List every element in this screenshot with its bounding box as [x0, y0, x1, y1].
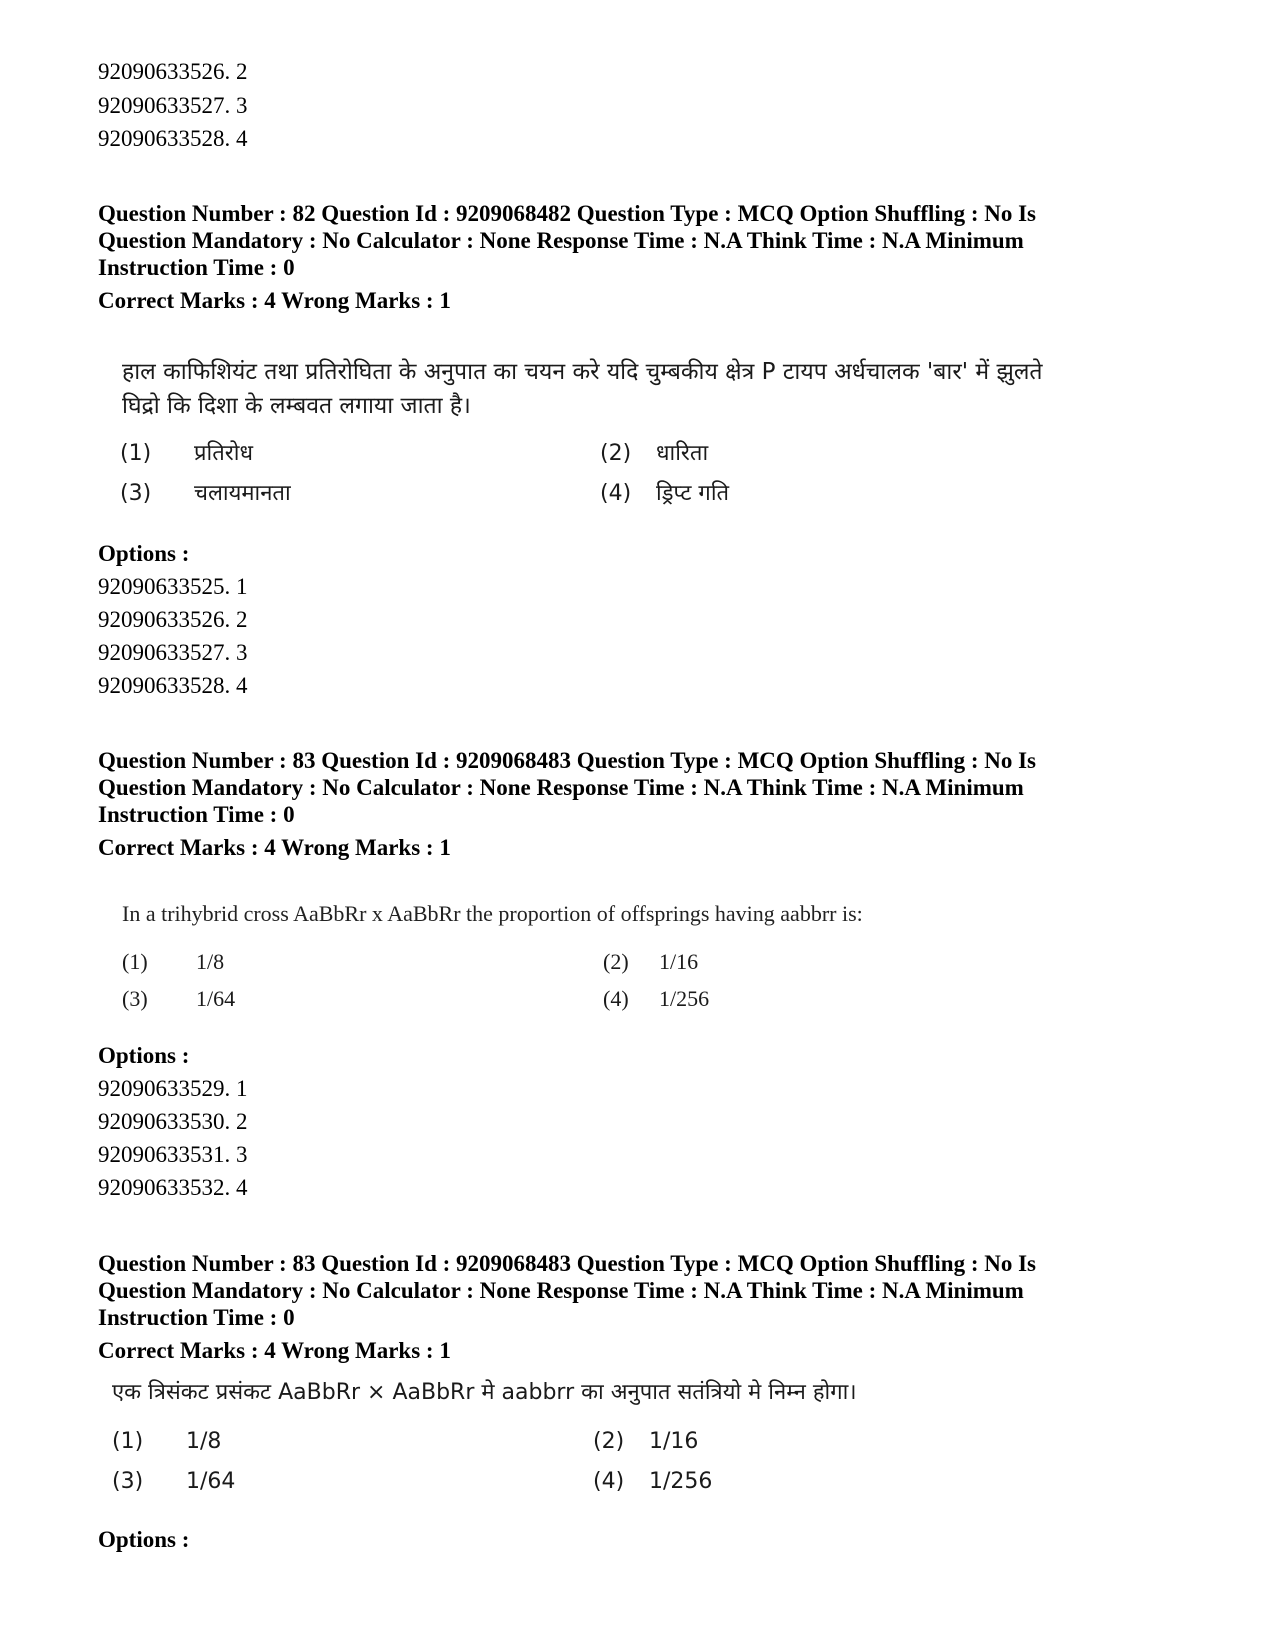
choice-text: 1/16	[659, 949, 699, 974]
option-line: 92090633531. 3	[98, 1142, 248, 1167]
choice-number: (3)	[120, 481, 152, 506]
question-header-line: Instruction Time : 0	[98, 255, 295, 280]
question-header-line: Question Mandatory : No Calculator : None Response Time : N.A Think Time : N.A Minimum	[98, 228, 1024, 253]
option-line: 92090633529. 1	[98, 1076, 248, 1101]
choice-number: (1)	[120, 441, 152, 466]
question-header-line: Question Number : 83 Question Id : 9209068483 Question Type : MCQ Option Shuffling : No Is	[98, 1251, 1037, 1276]
answer-choice	[593, 1428, 698, 1456]
choice-text: 1/256	[649, 1469, 713, 1494]
question-text: एक त्रिसंकट प्रसंकट AaBbRr × AaBbRr मे aabbrr का अनुपात सतंत्रियो मे निम्न होगा।	[112, 1380, 857, 1405]
choice-text: 1/8	[196, 949, 225, 974]
choice-text: चलायमानता	[194, 481, 291, 506]
choice-text: 1/64	[196, 986, 236, 1011]
answer-choice	[122, 985, 235, 1013]
choice-number: (4)	[600, 481, 632, 506]
options-label: Options :	[98, 1527, 190, 1552]
option-line: 92090633528. 4	[98, 673, 248, 698]
question-header-line: Instruction Time : 0	[98, 1305, 295, 1330]
choice-number: (2)	[593, 1429, 625, 1454]
marks-line: Correct Marks : 4 Wrong Marks : 1	[98, 835, 451, 860]
choice-number: (4)	[603, 986, 629, 1011]
option-line: 92090633528. 4	[98, 126, 248, 151]
choice-text: 1/64	[186, 1469, 236, 1494]
question-header-line: Question Number : 83 Question Id : 9209068483 Question Type : MCQ Option Shuffling : No Is	[98, 748, 1037, 773]
marks-line: Correct Marks : 4 Wrong Marks : 1	[98, 1338, 451, 1363]
options-label: Options :	[98, 541, 190, 566]
choice-number: (3)	[122, 986, 148, 1011]
option-line: 92090633532. 4	[98, 1175, 248, 1200]
choice-text: धारिता	[656, 441, 709, 466]
option-line: 92090633526. 2	[98, 59, 248, 84]
choice-number: (1)	[122, 949, 148, 974]
options-label: Options :	[98, 1043, 190, 1068]
choice-text: प्रतिरोध	[194, 441, 253, 466]
question-header-line: Question Mandatory : No Calculator : None Response Time : N.A Think Time : N.A Minimum	[98, 775, 1024, 800]
option-line: 92090633527. 3	[98, 640, 248, 665]
question-header-line: Question Mandatory : No Calculator : None Response Time : N.A Think Time : N.A Minimum	[98, 1278, 1024, 1303]
question-text-line: हाल काफिशियंट तथा प्रतिरोघिता के अनुपात का चयन करे यदि चुम्बकीय क्षेत्र P टायप अर्धचालक 'बार' में झुलते	[122, 359, 1043, 385]
question-header-line: Question Number : 82 Question Id : 9209068482 Question Type : MCQ Option Shuffling : No Is	[98, 201, 1037, 226]
option-line: 92090633530. 2	[98, 1109, 248, 1134]
answer-choice	[593, 1468, 712, 1496]
choice-number: (4)	[593, 1469, 625, 1494]
answer-choice	[600, 440, 708, 468]
choice-number: (3)	[112, 1469, 144, 1494]
question-text-line: घिद्रो कि दिशा के लम्बवत लगाया जाता है।	[122, 393, 471, 419]
option-line: 92090633527. 3	[98, 93, 248, 118]
answer-choice	[603, 948, 698, 976]
answer-choice	[112, 1428, 221, 1456]
choice-text: ड्रिप्ट गति	[656, 481, 730, 506]
choice-text: 1/16	[649, 1429, 699, 1454]
choice-number: (2)	[600, 441, 632, 466]
marks-line: Correct Marks : 4 Wrong Marks : 1	[98, 288, 451, 313]
question-text: In a trihybrid cross AaBbRr x AaBbRr the proportion of offsprings having aabbrr is:	[122, 901, 863, 926]
choice-text: 1/256	[659, 986, 710, 1011]
question-header-line: Instruction Time : 0	[98, 802, 295, 827]
choice-number: (1)	[112, 1429, 144, 1454]
answer-choice	[600, 480, 729, 508]
answer-choice	[122, 948, 224, 976]
answer-choice	[112, 1468, 235, 1496]
answer-choice	[603, 985, 709, 1013]
answer-choice	[120, 480, 291, 508]
choice-number: (2)	[603, 949, 629, 974]
answer-choice	[120, 440, 253, 468]
choice-text: 1/8	[186, 1429, 222, 1454]
option-line: 92090633526. 2	[98, 607, 248, 632]
option-line: 92090633525. 1	[98, 574, 248, 599]
